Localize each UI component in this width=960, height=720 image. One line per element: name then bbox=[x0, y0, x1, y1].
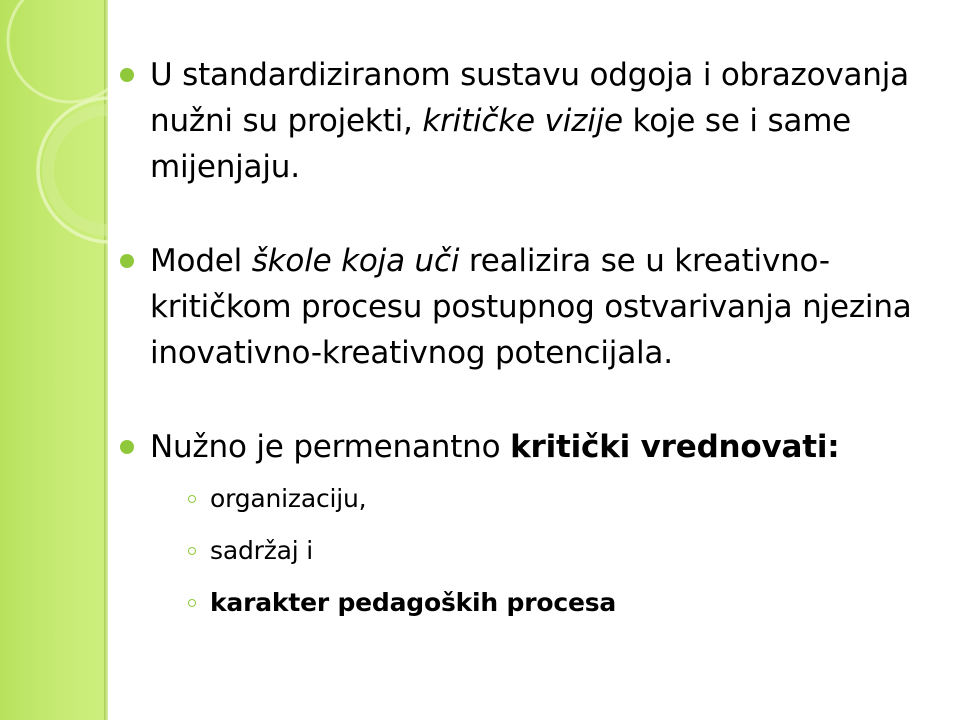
bullet-2-text-part-2: realizira se u kreativno-kritičkom procesu postupnog ostvarivanja njezina inovativno-kreativnog potencijala. bbox=[150, 243, 912, 371]
sub-item-sadrzaj bbox=[188, 536, 920, 566]
bullet-1-text-part-2: koje se i same mijenjaju. bbox=[150, 103, 852, 185]
sub-list bbox=[150, 484, 920, 618]
decorative-circles-graphic bbox=[0, 0, 108, 300]
sub-item-organizacija bbox=[188, 484, 920, 514]
sub-item-karakter bbox=[188, 588, 920, 618]
sub-item-2-text: sadržaj i bbox=[210, 536, 313, 565]
bullet-dot-icon bbox=[120, 440, 134, 454]
bullet-2-text-part-1: Model bbox=[150, 243, 252, 279]
bullet-item-3 bbox=[120, 424, 920, 618]
bullet-3-bold-text: kritički vrednovati: bbox=[510, 429, 840, 465]
deco-circle-halo bbox=[48, 110, 108, 230]
bullet-1-text-part-1: U standardiziranom sustavu odgoja i obrazovanja nužni su projekti, bbox=[150, 57, 909, 139]
sub-bullet-ring-icon bbox=[188, 599, 196, 607]
sub-bullet-ring-icon bbox=[188, 547, 196, 555]
deco-circle-large bbox=[8, 0, 108, 102]
bullet-item-1 bbox=[120, 52, 920, 190]
sub-item-3-text: karakter pedagoških procesa bbox=[210, 588, 617, 617]
sub-item-1-text: organizaciju, bbox=[210, 484, 367, 513]
bullet-dot-icon bbox=[120, 68, 134, 82]
sub-bullet-ring-icon bbox=[188, 495, 196, 503]
bullet-dot-icon bbox=[120, 254, 134, 268]
slide-content bbox=[120, 52, 920, 640]
bullet-3-text-part-1: Nužno je permenantno bbox=[150, 429, 511, 465]
bullet-2-italic-text: škole koja uči bbox=[251, 243, 460, 279]
bullet-item-2 bbox=[120, 238, 920, 376]
bullet-1-italic-text: kritičke vizije bbox=[422, 103, 623, 139]
